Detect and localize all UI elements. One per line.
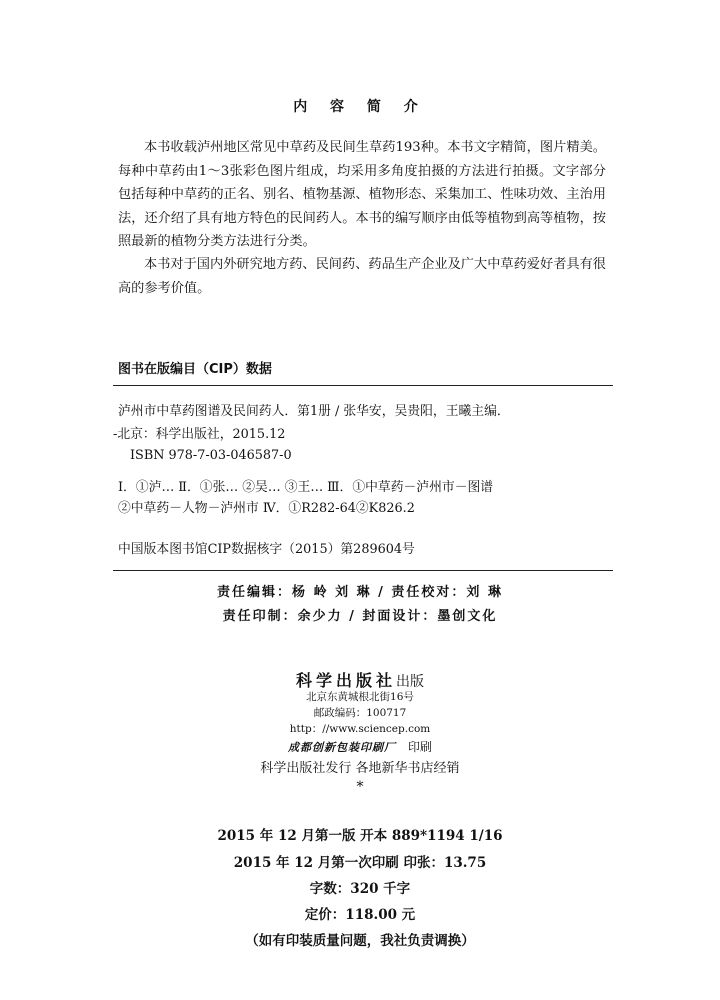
printer-name: 成都创新包装印刷厂 xyxy=(287,741,396,754)
cip-classification-line-2: ②中草药－人物－泸州市 Ⅳ．①R282-64②K826.2 xyxy=(118,501,415,516)
quality-notice: （如有印装质量问题，我社负责调换） xyxy=(245,933,475,949)
publisher-name: 科学出版社 xyxy=(295,671,396,690)
separator-star: * xyxy=(356,779,364,795)
publisher-website: http：//www.sciencep.com xyxy=(289,723,431,735)
cip-heading: 图书在版编目（CIP）数据 xyxy=(118,362,272,377)
cip-publisher-line: -北京：科学出版社，2015.12 xyxy=(113,427,286,442)
cip-title-line: 泸州市中草药图谱及民间药人．第1册 / 张华安，吴贵阳，王曦主编． xyxy=(118,404,510,419)
publisher-name-line xyxy=(0,668,720,691)
cip-isbn-line: ISBN 978-7-03-046587-0 xyxy=(130,448,292,463)
publisher-suffix: 出版 xyxy=(396,674,424,690)
summary-paragraph-2: 本书对于国内外研究地方药、民间药、药品生产企业及广大中草药爱好者具有很高的参考价值。 xyxy=(118,257,606,296)
summary-paragraph-1: 本书收载泸州地区常见中草药及民间生草药193种。本书文字精简，图片精美。每种中草药由1～3张彩色图片组成，均采用多角度拍摄的方法进行拍摄。文字部分包括每种中草药的正名、别名、植物基源、植物形态、采集加工、性味功效、主治用法，还介绍了具有地方特色的民间药人。本书的编写顺序由低等植物到高等植物，按照最新的植物分类方法进行分类。 xyxy=(118,140,606,249)
printer-line xyxy=(0,738,720,755)
publisher-postcode: 邮政编码：100717 xyxy=(313,707,407,719)
cip-top-divider xyxy=(113,385,613,386)
cip-classification-line-1: Ⅰ．①泸… Ⅱ．①张… ②吴… ③王… Ⅲ．①中草药－泸州市－图谱 xyxy=(118,480,494,495)
printing-line: 2015 年 12 月第一次印刷 印张：13.75 xyxy=(233,855,487,871)
production-credits: 责任印制：余少力 / 封面设计：墨创文化 xyxy=(222,609,498,624)
edition-line: 2015 年 12 月第一版 开本 889*1194 1/16 xyxy=(217,828,503,844)
word-count: 字数：320 千字 xyxy=(309,881,411,897)
publisher-address: 北京东黄城根北街16号 xyxy=(306,691,414,703)
printer-suffix: 印刷 xyxy=(407,740,432,754)
cip-number: 中国版本图书馆CIP数据核字（2015）第289604号 xyxy=(118,542,415,557)
distribution-line: 科学出版社发行 各地新华书店经销 xyxy=(260,761,460,776)
price: 定价：118.00 元 xyxy=(304,907,416,923)
editor-credits: 责任编辑：杨 岭 刘 琳 / 责任校对：刘 琳 xyxy=(217,585,503,600)
cip-bottom-divider xyxy=(113,570,613,571)
summary-title: 内 容 简 介 xyxy=(293,99,427,115)
